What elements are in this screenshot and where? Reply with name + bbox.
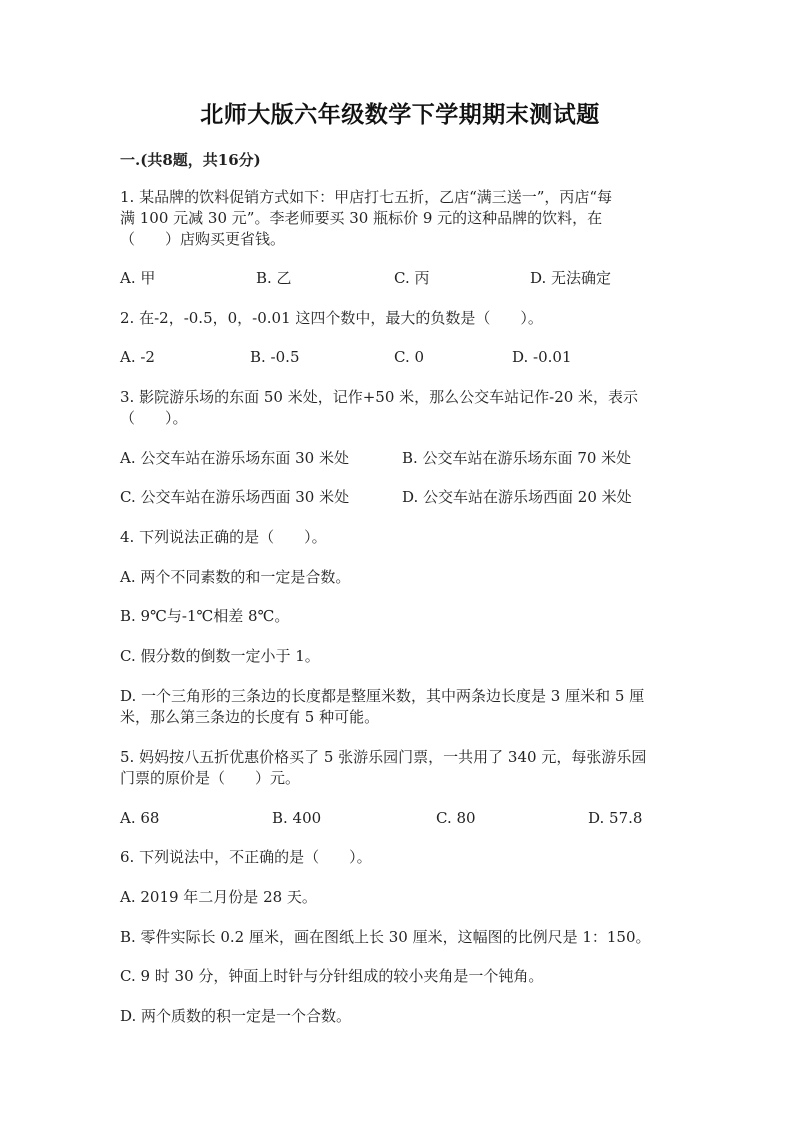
q1-text-line1: 1. 某品牌的饮料促销方式如下：甲店打七五折，乙店“满三送一”，丙店“每 xyxy=(120,188,613,206)
q4-option-c: C. 假分数的倒数一定小于 1。 xyxy=(120,647,320,665)
q1-option-b: B. 乙 xyxy=(256,269,292,287)
q4-option-a: A. 两个不同素数的和一定是合数。 xyxy=(120,568,351,586)
q2-option-b: B. -0.5 xyxy=(250,348,300,366)
q1-text-line3: （ ）店购买更省钱。 xyxy=(120,230,286,248)
q6-option-c: C. 9 时 30 分，钟面上时针与分针组成的较小夹角是一个钝角。 xyxy=(120,967,544,985)
q4-text-line1: 4. 下列说法正确的是（ ）。 xyxy=(120,528,327,546)
q5-option-d: D. 57.8 xyxy=(588,809,643,827)
q4-option-d-line1: D. 一个三角形的三条边的长度都是整厘米数，其中两条边长度是 3 厘米和 5 厘 xyxy=(120,687,645,705)
q2-option-c: C. 0 xyxy=(394,348,425,366)
q2-option-a: A. -2 xyxy=(120,348,155,366)
q3-option-d: D. 公交车站在游乐场西面 20 米处 xyxy=(402,488,632,506)
q5-option-a: A. 68 xyxy=(120,809,160,827)
q3-option-c: C. 公交车站在游乐场西面 30 米处 xyxy=(120,488,350,506)
section-heading: 一.(共8题，共16分) xyxy=(120,151,261,169)
q3-text-line2: （ ）。 xyxy=(120,409,188,427)
q2-option-d: D. -0.01 xyxy=(512,348,572,366)
q3-text-line1: 3. 影院游乐场的东面 50 米处，记作+50 米，那么公交车站记作-20 米，表示 xyxy=(120,388,639,406)
q6-text-line1: 6. 下列说法中，不正确的是（ ）。 xyxy=(120,848,372,866)
page-title: 北师大版六年级数学下学期期末测试题 xyxy=(200,101,600,128)
q1-text-line2: 满 100 元减 30 元”。李老师要买 30 瓶标价 9 元的这种品牌的饮料，在 xyxy=(120,209,603,227)
q6-option-b: B. 零件实际长 0.2 厘米，画在图纸上长 30 厘米，这幅图的比例尺是 1：150。 xyxy=(120,928,651,946)
q5-option-c: C. 80 xyxy=(436,809,476,827)
q5-text-line1: 5. 妈妈按八五折优惠价格买了 5 张游乐园门票，一共用了 340 元，每张游乐园 xyxy=(120,748,647,766)
q6-option-a: A. 2019 年二月份是 28 天。 xyxy=(120,888,317,906)
q2-text-line1: 2. 在-2，-0.5，0，-0.01 这四个数中，最大的负数是（ ）。 xyxy=(120,309,543,327)
q1-option-d: D. 无法确定 xyxy=(530,269,612,287)
q3-option-a: A. 公交车站在游乐场东面 30 米处 xyxy=(120,449,349,467)
q4-option-b: B. 9℃与-1℃相差 8℃。 xyxy=(120,607,290,625)
q5-option-b: B. 400 xyxy=(272,809,322,827)
q6-option-d: D. 两个质数的积一定是一个合数。 xyxy=(120,1007,352,1025)
q4-option-d-line2: 米，那么第三条边的长度有 5 种可能。 xyxy=(120,708,380,726)
q1-option-c: C. 丙 xyxy=(394,269,430,287)
q5-text-line2: 门票的原价是（ ）元。 xyxy=(120,769,301,787)
q3-option-b: B. 公交车站在游乐场东面 70 米处 xyxy=(402,449,632,467)
q1-option-a: A. 甲 xyxy=(120,269,156,287)
